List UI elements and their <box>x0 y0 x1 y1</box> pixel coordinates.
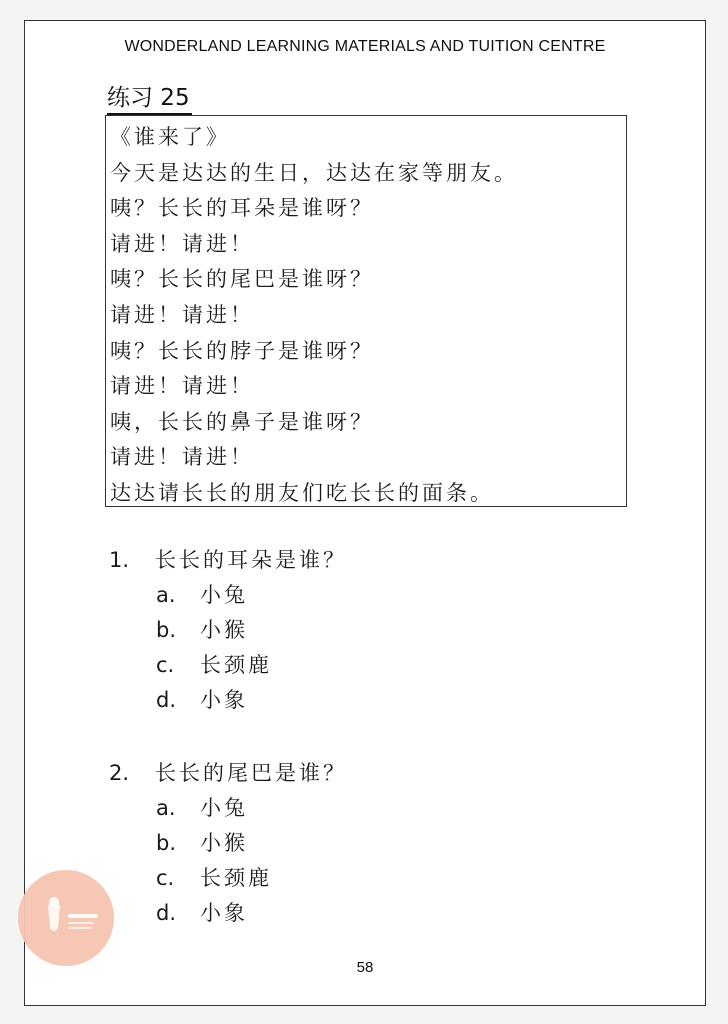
passage-line: 请进！请进！ <box>110 302 254 327</box>
answer-option <box>109 791 347 826</box>
option-letter: a. <box>156 583 176 607</box>
passage-line: 咦？长长的耳朵是谁呀？ <box>110 196 374 221</box>
option-letter: c. <box>156 866 175 890</box>
option-text: 小猴 <box>200 618 248 642</box>
option-text: 小象 <box>200 901 248 925</box>
question-text: 长长的耳朵是谁？ <box>155 548 347 572</box>
passage-line: 咦？长长的脖子是谁呀？ <box>110 338 374 363</box>
answer-option <box>109 896 347 931</box>
option-text: 小猴 <box>200 831 248 855</box>
option-letter: b. <box>156 618 177 642</box>
page-header: WONDERLAND LEARNING MATERIALS AND TUITION CENTRE <box>124 38 606 55</box>
passage-line: 咦，长长的鼻子是谁呀？ <box>110 409 374 434</box>
answer-option <box>109 648 347 683</box>
option-text: 长颈鹿 <box>200 866 272 890</box>
question-2 <box>109 755 347 931</box>
page-number: 58 <box>356 959 374 976</box>
passage-line: 请进！请进！ <box>110 445 254 470</box>
answer-option <box>109 683 347 718</box>
question-number: 2. <box>109 761 130 785</box>
option-letter: d. <box>156 688 177 712</box>
passage-line: 咦？长长的尾巴是谁呀？ <box>110 267 374 292</box>
question-text: 长长的尾巴是谁？ <box>155 761 347 785</box>
option-letter: b. <box>156 831 177 855</box>
answer-option <box>109 613 347 648</box>
option-text: 小象 <box>200 688 248 712</box>
option-text: 小兔 <box>200 583 248 607</box>
passage-line: 达达请长长的朋友们吃长长的面条。 <box>110 480 494 505</box>
option-text: 小兔 <box>200 796 248 820</box>
option-text: 长颈鹿 <box>200 653 272 677</box>
passage-line: 今天是达达的生日，达达在家等朋友。 <box>110 160 518 185</box>
passage-title: 《谁来了》 <box>110 125 230 149</box>
worksheet-page <box>24 20 706 1006</box>
option-letter: a. <box>156 796 176 820</box>
answer-option <box>109 578 347 613</box>
question-stem <box>109 542 347 578</box>
answer-option <box>109 861 347 896</box>
wonderland-logo-watermark <box>18 870 114 966</box>
option-letter: d. <box>156 901 177 925</box>
option-letter: c. <box>156 653 175 677</box>
question-number: 1. <box>109 548 130 572</box>
answer-option <box>109 826 347 861</box>
wonderland-logo-icon <box>18 870 114 966</box>
question-1 <box>109 542 347 718</box>
passage-line: 请进！请进！ <box>110 374 254 399</box>
passage-line: 请进！请进！ <box>110 231 254 256</box>
exercise-title: 练习 25 <box>107 83 192 115</box>
question-stem <box>109 755 347 791</box>
reading-passage-box <box>105 115 627 507</box>
